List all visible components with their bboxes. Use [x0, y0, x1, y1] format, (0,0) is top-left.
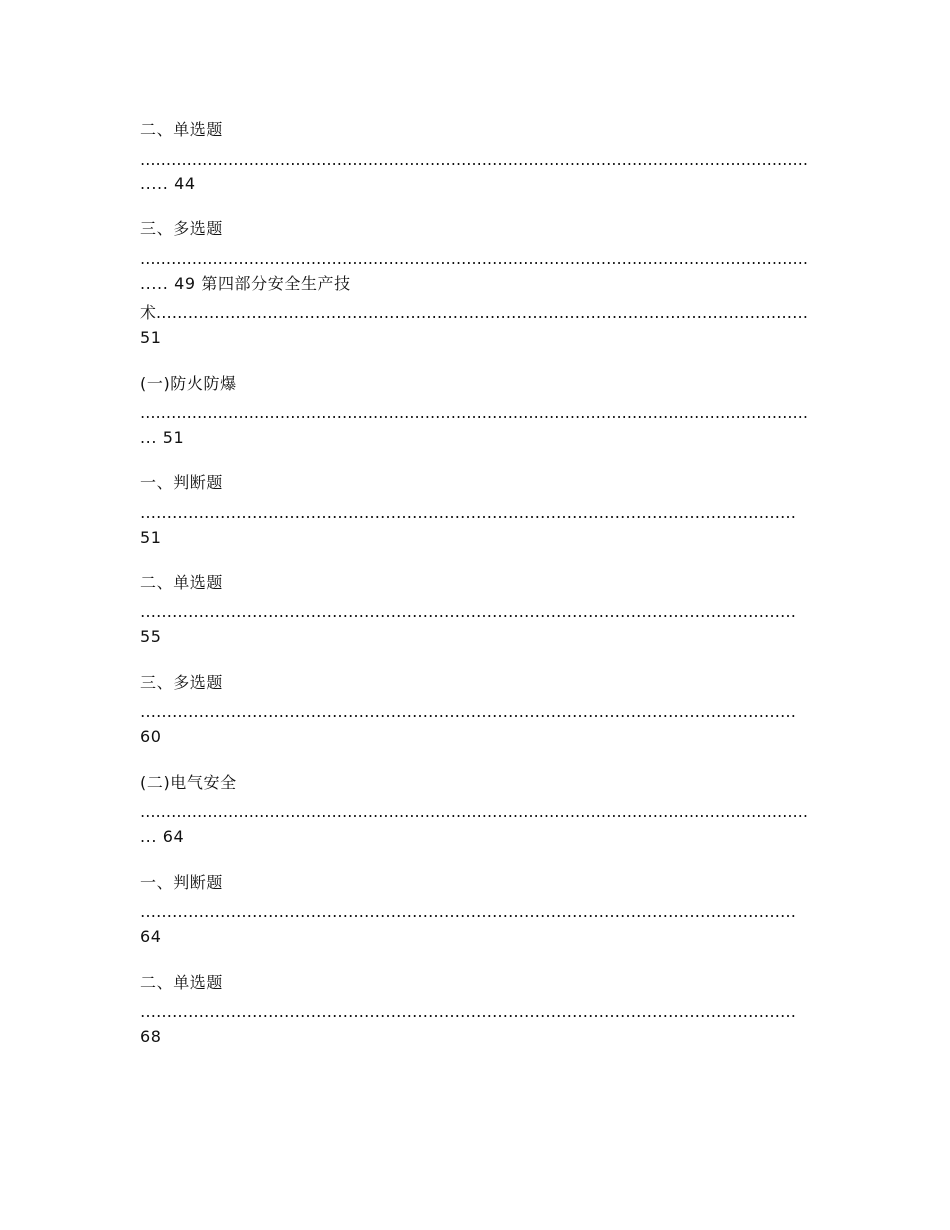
toc-page-number: 55	[140, 627, 162, 646]
toc-page-number: 51	[140, 528, 162, 547]
toc-heading: 三、多选题	[140, 219, 224, 238]
toc-leader: …………………………………………………………………………………………………………………	[140, 150, 809, 169]
toc-heading: 三、多选题	[140, 673, 224, 692]
toc-leader: ……………………………………………………………………………………………………………	[140, 902, 796, 921]
toc-leader: …………………………………………………………………………………………………………………	[140, 802, 809, 821]
toc-leader: ……………………………………………………………………………………………………………	[140, 1002, 796, 1021]
toc-heading: (一)防火防爆	[140, 374, 237, 393]
toc-heading: 一、判断题	[140, 873, 224, 892]
toc-heading: 一、判断题	[140, 473, 224, 492]
toc-page-number: 68	[140, 1027, 162, 1046]
toc-page-number: ... 51	[140, 428, 185, 447]
toc-leader: 术……………………………………………………………………………………………………………	[140, 303, 808, 322]
toc-page-number: 64	[140, 927, 162, 946]
toc-page-number: ..... 49 第四部分安全生产技	[140, 274, 351, 293]
toc-leader: ……………………………………………………………………………………………………………	[140, 702, 796, 721]
toc-page-number: ..... 44	[140, 174, 196, 193]
toc-page-number: 51	[140, 328, 162, 347]
toc-heading: 二、单选题	[140, 573, 224, 592]
toc-page-number: ... 64	[140, 827, 185, 846]
toc-leader: ……………………………………………………………………………………………………………	[140, 503, 796, 522]
toc-leader: ……………………………………………………………………………………………………………	[140, 602, 796, 621]
toc-leader: …………………………………………………………………………………………………………………	[140, 403, 809, 422]
toc-leader: …………………………………………………………………………………………………………………	[140, 249, 809, 268]
toc-heading: 二、单选题	[140, 973, 224, 992]
toc-heading: (二)电气安全	[140, 773, 237, 792]
toc-page-number: 60	[140, 727, 162, 746]
toc-heading: 二、单选题	[140, 120, 224, 139]
